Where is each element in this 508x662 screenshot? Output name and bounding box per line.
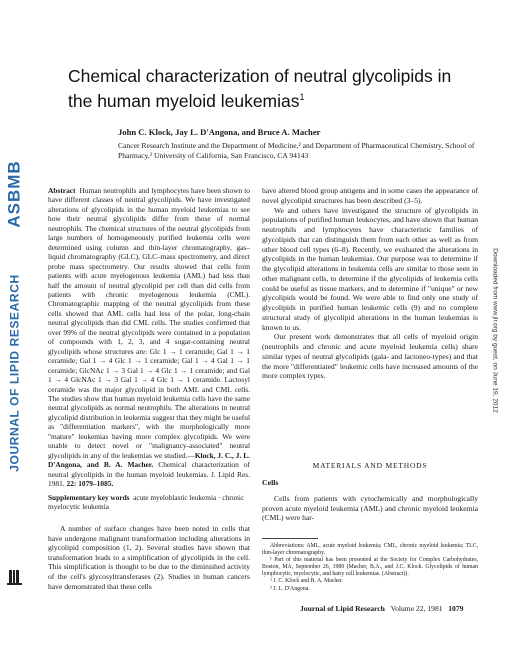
abstract-citation-authors: Klock, J. C., J. L. D'Angona, and B. A. Macher. — [48, 450, 250, 470]
right-paragraph: have altered blood group antigens and in some cases the appearance of novel glycolipid structures has been described (3–5). — [262, 186, 478, 205]
footnotes — [262, 543, 478, 593]
abstract-text: Human neutrophils and lymphocytes have been shown to have different classes of neutral glycolipids. We have investigated alterations of glycolipids in the human myeloid leukemias to see how their neutral glycolipids differ from those of normal neutrophils. The chemical structures of the neutral glycolipids from large numbers of homogeneously purified leukemia cells were determined using column and thin-layer chromatography, gas–liquid chromatography (GLC), GLC–mass spectrometry, and direct probe mass spectrometry. Our results showed that cells from patients with acute myelogenous leukemia (AML) had less than half the amount of neutral glycolipid per cell than did cells from patients with chronic myelogenous leukemia (CML). Chromatographic mapping of the neutral glycolipids from these cells showed that AML cells had less of the polar, long-chain neutral glycolipids than did CML cells. The studies confirmed that over 99% of the neutral glycolipids were contained in a population of compounds with 1, 2, 3, and 4 sugar-containing neutral glycolipids whose structures are: Glc 1 → 1 ceramide; Gal 1 → 1 ceramide; Gal 1 → 4 Glc 1 → 1 ceramide; Gal 1 → 4 Gal 1 → 1 ceramide; GlcNAc 1 → 3 Gal 1 → 4 Glc 1 → 1 ceramide; and Gal 1 → 4 GlcNAc 1 → 3 Gal 1 → 4 Glc 1 → 1 ceramide. Lactosyl ceramide was the major glycolipid in both AML and CML cells. The studies show that human myeloid leukemia cells have the same neutral glycolipids as normal neutrophils. The alterations in neutral glycolipid distribution in leukemia suggest that they might be useful as "differentiation markers", with the morphologically more "mature" leukemias having more complex glycolipids. We were unable to detect novel or "malignancy-associated" neutral glycolipids in any of the leukemias we studied.— — [48, 186, 250, 460]
article-affiliation: Cancer Research Institute and the Department of Medicine,² and Department of Pharmaceutical Chemistry, School of Pharmacy,² University of California, San Francisco, CA 94143 — [118, 141, 475, 160]
keywords-label: Supplementary key words — [48, 493, 130, 502]
journal-sidebar-title — [2, 258, 28, 488]
footer-journal-name: Journal of Lipid Research — [300, 604, 385, 613]
footnote: Abbreviations: AML, acute myeloid leukemia; CML, chronic myeloid leukemia; TLC, thin-layer chromatography. — [262, 543, 478, 557]
introduction — [48, 524, 250, 591]
article-authors: John C. Klock, Jay L. D'Angona, and Bruce A. Macher — [118, 127, 321, 137]
methods-paragraph: Cells from patients with cytochemically and morphologically proven acute myeloid leukemia (AML) and chronic myeloid leukemia (CML) were har- — [262, 494, 478, 523]
title-footnote-mark: 1 — [299, 92, 305, 102]
footnote-divider — [262, 538, 318, 539]
asbmb-logo-text: ASBMB — [5, 160, 24, 228]
download-note-text: Downloaded from www.jlr.org by guest, on June 19, 2012 — [491, 247, 499, 413]
introduction-continued — [262, 186, 478, 381]
article-title-text: Chemical characterization of neutral glycolipids in the human myeloid leukemias — [68, 66, 452, 111]
download-note — [487, 150, 503, 510]
footer-page-number: 1079 — [448, 604, 464, 613]
book-icon — [6, 568, 24, 586]
footnote: ¹ Part of this material has been presented at the Society for Complex Carbohydrates, Boston, MA, September 26, 1980 (Macher, B.A., and J.C. Klock. Glycolipids of human lymphocytic, myelocytic, and hairy cell leukemias. (Abstract)). — [262, 557, 478, 578]
footnote: ³ J. L. D'Angona. — [270, 585, 310, 592]
abstract-label: Abstract — [48, 186, 76, 195]
asbmb-logo — [2, 148, 28, 240]
methods-cells-text — [262, 494, 478, 523]
abstract-citation-volume: 22: 1079–1085. — [66, 479, 114, 489]
footer-volume: Volume 22, 1981 — [390, 604, 443, 613]
footnote: ² J. C. Klock and B. A. Macher. — [270, 578, 343, 585]
journal-sidebar-text: JOURNAL OF LIPID RESEARCH — [8, 274, 22, 472]
abstract-citation-title: Chemical characterization of neutral glycolipids in the human myeloid leukemias. J. Lipid Res. 1981. — [48, 460, 250, 489]
article-title — [68, 66, 468, 112]
abstract — [48, 186, 250, 489]
keywords-text: acute myeloblastic leukemia · chronic myelocytic leukemia — [48, 493, 245, 512]
right-paragraph: We and others have investigated the structure of glycolipids in populations of purified human leukocytes, and have shown that human neutrophils and lymphocytes have characteristic families of glycolipids that can distinguish them from each other as well as from other blood cell types (6–8). Recently, we evaluated the alterations in glycolipids in the human leukemias. Our purpose was to determine if the glycolipid alterations in leukemia cells are similar to those seen in other malignant cells, to determine if the glycolipids of leukemia cells could be useful as tissue markers, and to determine if "unique" or new glycolipids would be found. We were able to find only one study of glycolipids in purified human leukemic cells (9) and no complete structural study of glycolipid alterations in the human leukemias is known to us. — [262, 205, 478, 332]
keywords — [48, 493, 250, 512]
page-footer — [300, 604, 463, 613]
right-paragraph: Our present work demonstrates that all cells of myeloid origin (neutrophils and chronic and acute myeloid leukemia cells) share similar types of neutral glycolipids (gala- and lactoneo-types) and that the more "differentiated" leukemic cells have increased amounts of the more complex types. — [262, 332, 478, 381]
section-heading-methods: MATERIALS AND METHODS — [312, 461, 428, 470]
intro-paragraph: A number of surface changes have been noted in cells that have undergone malignant transformation including alterations in glycolipid composition (1, 2). Several studies have shown that transformation leads to a simplification of glycolipids in the cell. This simplification is thought to be due to the diminished activity of the cell's glycosyltransferases (2). Studies in human cancers have demonstrated that these cells — [48, 524, 250, 591]
subsection-heading-cells: Cells — [262, 478, 279, 487]
